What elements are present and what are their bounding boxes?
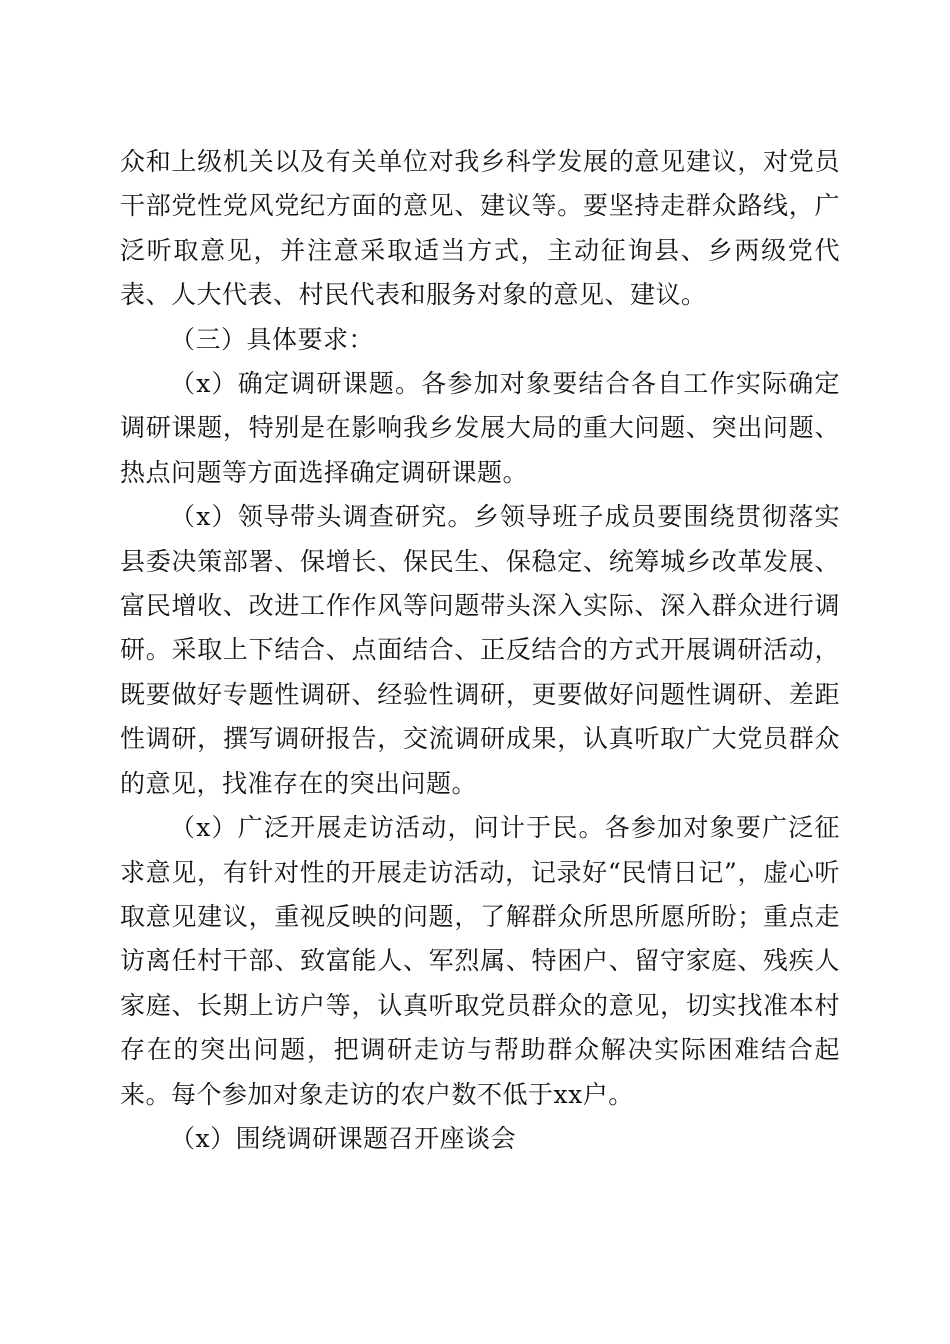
paragraph-leaders-take-lead: （x）领导带头调查研究。乡领导班子成员要围绕贯彻落实县委决策部署、保增长、保民生、保稳定、统筹城乡改革发展、富民增收、改进工作作风等问题带头深入实际、深入群众进行调研。采取上下结合、点面结合、正反结合的方式开展调研活动，既要做好专题性调研、经验性调研，更要做好问题性调研、差距性调研，撰写调研报告，交流调研成果，认真听取广大党员群众的意见，找准存在的突出问题。 xyxy=(120,502,840,798)
paragraph-visiting-activities: （x）广泛开展走访活动，问计于民。各参加对象要广泛征求意见，有针对性的开展走访活动，记录好“民情日记”，虚心听取意见建议，重视反映的问题，了解群众所思所愿所盼；重点走访离任村干部、致富能人、军烈属、特困户、留守家庭、残疾人家庭、长期上访户等，认真听取党员群众的意见，切实找准本村存在的突出问题，把调研走访与帮助群众解决实际困难结合起来。每个参加对象走访的农户数不低于xx户。 xyxy=(120,813,840,1109)
paragraph-determine-research-topic: （x）确定调研课题。各参加对象要结合各自工作实际确定调研课题，特别是在影响我乡发展大局的重大问题、突出问题、热点问题等方面选择确定调研课题。 xyxy=(120,369,840,487)
paragraph-continuation: 众和上级机关以及有关单位对我乡科学发展的意见建议，对党员干部党性党风党纪方面的意见、建议等。要坚持走群众路线，广泛听取意见，并注意采取适当方式，主动征询县、乡两级党代表、人大代表、村民代表和服务对象的意见、建议。 xyxy=(120,147,840,310)
paragraph-symposium: （x）围绕调研课题召开座谈会 xyxy=(170,1123,517,1153)
section-heading-specific-requirements: （三）具体要求： xyxy=(170,324,375,354)
document-body xyxy=(120,140,840,1161)
